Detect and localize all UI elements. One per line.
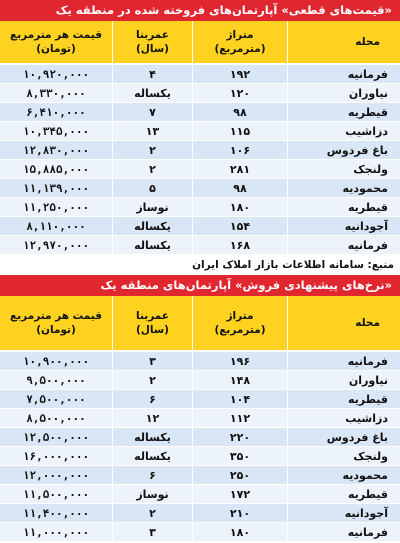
table-row xyxy=(0,65,400,84)
cell-neighborhood: قیطریه xyxy=(287,103,400,122)
header-area-unit: (مترمربع) xyxy=(214,43,266,55)
header-name xyxy=(287,21,400,65)
cell-neighborhood: قیطریه xyxy=(287,198,400,217)
cell-building-age: ۵ xyxy=(112,179,192,198)
cell-price-per-sqm: ۱۱,۱۳۹,۰۰۰ xyxy=(0,179,112,198)
cell-price-per-sqm: ۱۶,۰۰۰,۰۰۰ xyxy=(0,447,112,466)
cell-area: ۲۵۰ xyxy=(192,466,287,485)
cell-neighborhood: باغ فردوس xyxy=(287,428,400,447)
cell-price-per-sqm: ۱۲,۰۰۰,۰۰۰ xyxy=(0,466,112,485)
cell-price-per-sqm: ۷,۵۰۰,۰۰۰ xyxy=(0,390,112,409)
cell-area: ۱۶۸ xyxy=(192,236,287,255)
header-age-label: عمربنا xyxy=(136,29,169,41)
cell-building-age: یکساله xyxy=(112,428,192,447)
table-row xyxy=(0,447,400,466)
cell-price-per-sqm: ۱۰,۳۴۵,۰۰۰ xyxy=(0,122,112,141)
table-row xyxy=(0,160,400,179)
table-row xyxy=(0,485,400,504)
cell-neighborhood: ولنجک xyxy=(287,160,400,179)
header-age xyxy=(112,296,192,352)
table-row xyxy=(0,141,400,160)
table-row xyxy=(0,236,400,255)
cell-area: ۱۸۰ xyxy=(192,198,287,217)
cell-price-per-sqm: ۱۰,۹۲۰,۰۰۰ xyxy=(0,65,112,84)
cell-area: ۲۲۰ xyxy=(192,428,287,447)
cell-building-age: نوساز xyxy=(112,485,192,504)
cell-building-age: ۳ xyxy=(112,352,192,371)
cell-area: ۳۵۰ xyxy=(192,447,287,466)
cell-building-age: ۲ xyxy=(112,141,192,160)
cell-price-per-sqm: ۱۲,۵۰۰,۰۰۰ xyxy=(0,428,112,447)
cell-area: ۱۲۰ xyxy=(192,84,287,103)
cell-neighborhood: آجودانیه xyxy=(287,217,400,236)
cell-building-age: ۱۲ xyxy=(112,409,192,428)
cell-price-per-sqm: ۸,۵۰۰,۰۰۰ xyxy=(0,409,112,428)
table-row xyxy=(0,122,400,141)
header-price-label: قیمت هر مترمربع xyxy=(10,29,102,41)
cell-area: ۱۰۶ xyxy=(192,141,287,160)
table-row xyxy=(0,352,400,371)
cell-neighborhood: دزاشیب xyxy=(287,409,400,428)
cell-neighborhood: نیاوران xyxy=(287,84,400,103)
header-area-unit: (مترمربع) xyxy=(214,324,266,336)
sold-prices-table xyxy=(0,21,400,255)
cell-price-per-sqm: ۹,۵۰۰,۰۰۰ xyxy=(0,371,112,390)
cell-neighborhood: آجودانیه xyxy=(287,504,400,523)
cell-price-per-sqm: ۱۲,۹۷۰,۰۰۰ xyxy=(0,236,112,255)
cell-area: ۲۸۱ xyxy=(192,160,287,179)
cell-building-age: ۶ xyxy=(112,390,192,409)
table-header-row xyxy=(0,296,400,352)
cell-area: ۲۱۰ xyxy=(192,504,287,523)
cell-building-age: ۶ xyxy=(112,466,192,485)
header-area-label: متراژ xyxy=(226,29,254,41)
table-row xyxy=(0,371,400,390)
table-row xyxy=(0,504,400,523)
cell-neighborhood: فرمانیه xyxy=(287,236,400,255)
cell-area: ۱۱۲ xyxy=(192,409,287,428)
cell-price-per-sqm: ۱۵,۸۸۵,۰۰۰ xyxy=(0,160,112,179)
table-header-row xyxy=(0,21,400,65)
cell-building-age: یکساله xyxy=(112,84,192,103)
cell-building-age: ۷ xyxy=(112,103,192,122)
table-row xyxy=(0,409,400,428)
cell-neighborhood: قیطریه xyxy=(287,485,400,504)
sold-prices-body xyxy=(0,65,400,255)
table-row xyxy=(0,198,400,217)
cell-area: ۱۴۸ xyxy=(192,371,287,390)
cell-neighborhood: قیطریه xyxy=(287,390,400,409)
cell-area: ۱۹۲ xyxy=(192,65,287,84)
table-row xyxy=(0,523,400,542)
sold-prices-title: «قیمت‌های قطعی» آپارتمان‌های فروخته شده در منطقه یک xyxy=(0,0,400,21)
cell-building-age: ۲ xyxy=(112,160,192,179)
cell-area: ۱۱۵ xyxy=(192,122,287,141)
cell-price-per-sqm: ۸,۳۳۰,۰۰۰ xyxy=(0,84,112,103)
header-price xyxy=(0,21,112,65)
cell-building-age: ۴ xyxy=(112,65,192,84)
header-age-label: عمربنا xyxy=(136,310,169,322)
offered-prices-title: «نرخ‌های پیشنهادی فروش» آپارتمان‌های منطقه یک xyxy=(0,275,400,296)
cell-neighborhood: محمودیه xyxy=(287,466,400,485)
header-price-unit: (تومان) xyxy=(36,324,76,336)
offered-prices-body xyxy=(0,352,400,542)
cell-area: ۹۸ xyxy=(192,179,287,198)
header-age xyxy=(112,21,192,65)
header-area-label: متراژ xyxy=(226,310,254,322)
cell-building-age: ۳ xyxy=(112,523,192,542)
header-age-unit: (سال) xyxy=(136,324,169,336)
cell-price-per-sqm: ۱۲,۸۳۰,۰۰۰ xyxy=(0,141,112,160)
cell-neighborhood: باغ فردوس xyxy=(287,141,400,160)
cell-price-per-sqm: ۱۱,۰۰۰,۰۰۰ xyxy=(0,523,112,542)
cell-price-per-sqm: ۶,۴۱۰,۰۰۰ xyxy=(0,103,112,122)
cell-area: ۱۸۰ xyxy=(192,523,287,542)
cell-neighborhood: نیاوران xyxy=(287,371,400,390)
header-name-label: محله xyxy=(355,36,380,48)
cell-neighborhood: محمودیه xyxy=(287,179,400,198)
cell-neighborhood: فرمانیه xyxy=(287,523,400,542)
table-row xyxy=(0,217,400,236)
cell-building-age: یکساله xyxy=(112,217,192,236)
cell-building-age: یکساله xyxy=(112,447,192,466)
table-row xyxy=(0,84,400,103)
header-price-unit: (تومان) xyxy=(36,43,76,55)
cell-neighborhood: ولنجک xyxy=(287,447,400,466)
cell-price-per-sqm: ۱۱,۲۵۰,۰۰۰ xyxy=(0,198,112,217)
cell-area: ۹۸ xyxy=(192,103,287,122)
header-name-label: محله xyxy=(355,317,380,329)
header-age-unit: (سال) xyxy=(136,43,169,55)
cell-area: ۱۵۴ xyxy=(192,217,287,236)
header-area xyxy=(192,21,287,65)
header-price xyxy=(0,296,112,352)
cell-price-per-sqm: ۱۰,۹۰۰,۰۰۰ xyxy=(0,352,112,371)
header-area xyxy=(192,296,287,352)
cell-building-age: ۱۳ xyxy=(112,122,192,141)
cell-building-age: ۲ xyxy=(112,504,192,523)
cell-neighborhood: فرمانیه xyxy=(287,352,400,371)
table-row xyxy=(0,103,400,122)
cell-price-per-sqm: ۱۱,۵۰۰,۰۰۰ xyxy=(0,485,112,504)
cell-building-age: یکساله xyxy=(112,236,192,255)
cell-price-per-sqm: ۱۱,۴۰۰,۰۰۰ xyxy=(0,504,112,523)
cell-price-per-sqm: ۸,۱۱۰,۰۰۰ xyxy=(0,217,112,236)
cell-building-age: ۲ xyxy=(112,371,192,390)
offered-prices-table xyxy=(0,296,400,542)
table-row xyxy=(0,390,400,409)
cell-area: ۱۰۴ xyxy=(192,390,287,409)
cell-area: ۱۷۲ xyxy=(192,485,287,504)
cell-neighborhood: فرمانیه xyxy=(287,65,400,84)
source-note: منبع: سامانه اطلاعات بازار املاک ایران xyxy=(0,255,400,275)
header-price-label: قیمت هر مترمربع xyxy=(10,310,102,322)
table-row xyxy=(0,179,400,198)
table-row xyxy=(0,466,400,485)
header-name xyxy=(287,296,400,352)
table-row xyxy=(0,428,400,447)
cell-neighborhood: دزاشیب xyxy=(287,122,400,141)
cell-building-age: نوساز xyxy=(112,198,192,217)
cell-area: ۱۹۶ xyxy=(192,352,287,371)
